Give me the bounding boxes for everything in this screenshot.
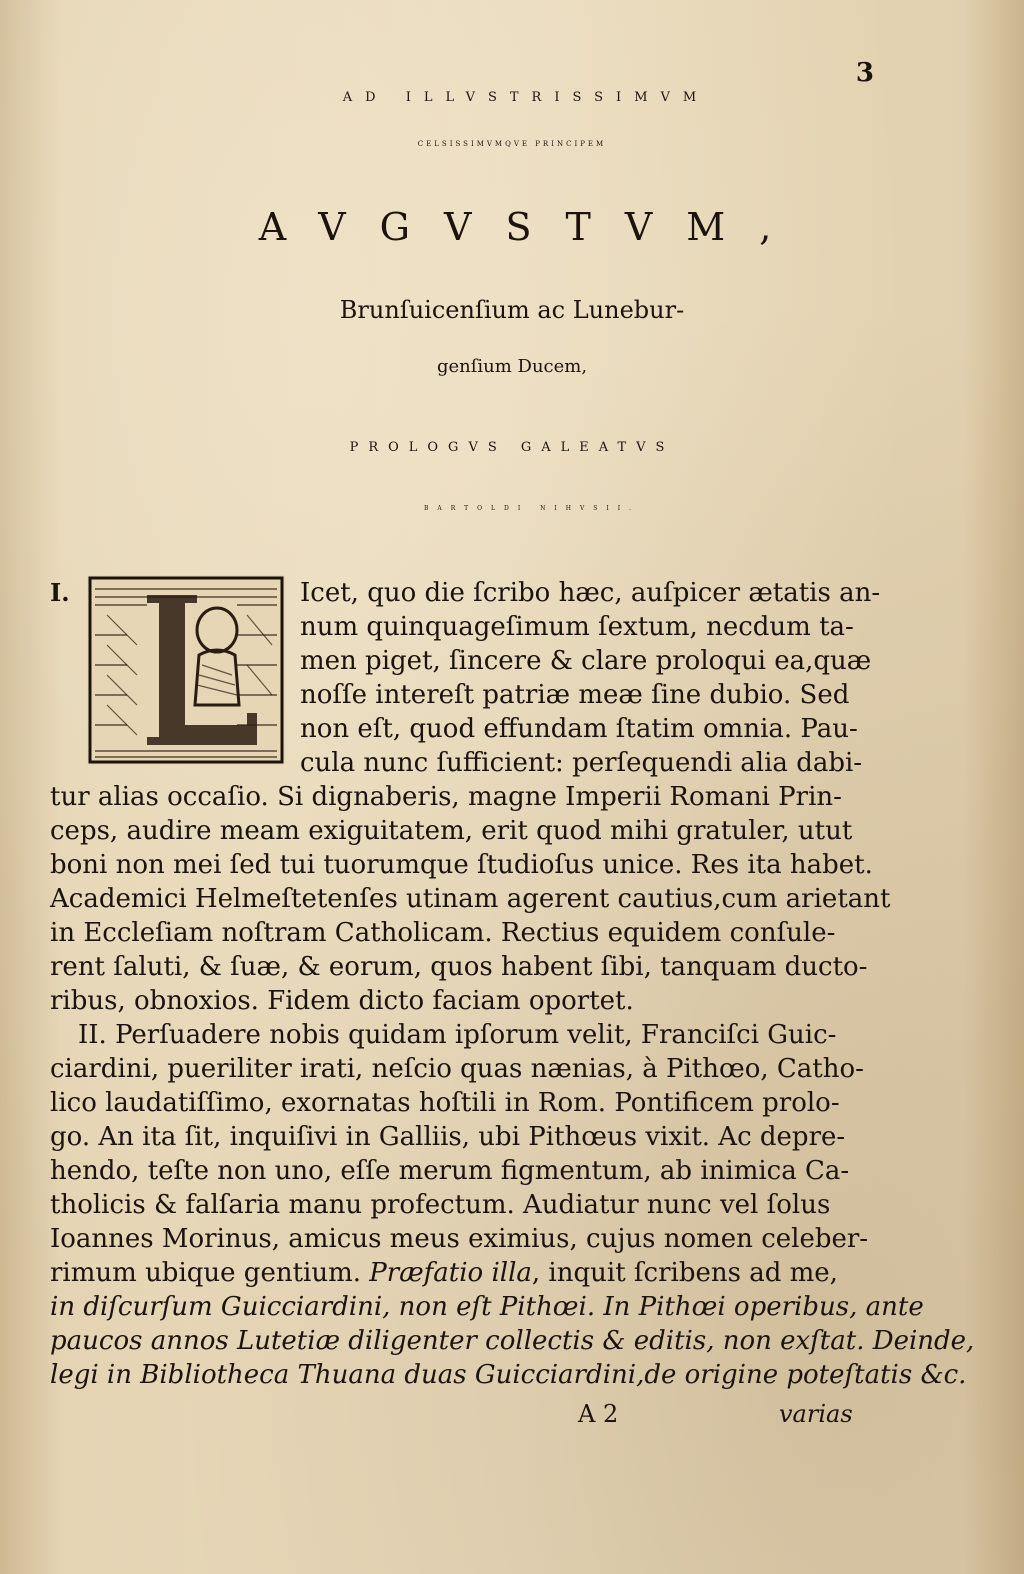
text-line: rent ſaluti, & ſuæ, & eorum, quos habent ſibi, tanquam ducto- [50, 952, 868, 982]
text-line: Icet, quo die ſcribo hæc, auſpicer ætatis an- [300, 578, 881, 608]
heading-line-1: AD ILLVSTRISSIMVM [342, 90, 710, 105]
text-line: in Eccleſiam noſtram Catholicam. Rectius equidem conſule- [50, 918, 836, 948]
page-number: 3 [855, 58, 874, 88]
quote-line: in diſcurſum Guicciardini, non eſt Pithœi. In Pithœi operibus, ante [50, 1292, 924, 1322]
section-2-first-line: II. Perſuadere nobis quidam ipſorum velit, Franciſci Guic- [78, 1020, 837, 1050]
heading-prologue-title: PROLOGVS GALEATVS [349, 440, 675, 455]
quote-line: legi in Bibliotheca Thuana duas Guicciardini,de origine poteſtatis &c. [50, 1360, 967, 1390]
heading-line-5: genſium Ducem, [436, 356, 588, 377]
heading-author: BARTOLDI NIHVSII. [423, 505, 641, 512]
catchword: varias [779, 1400, 853, 1428]
text-line [50, 1260, 838, 1286]
woodcut-initial-L-icon [87, 575, 285, 765]
text-line: non eſt, quod effundam ſtatim omnia. Pau- [300, 714, 858, 744]
text-line: num quinquageſimum ſextum, necdum ta- [300, 612, 854, 642]
text-line: hendo, teſte non uno, eſſe merum figmentum, ab inimica Ca- [50, 1156, 850, 1186]
text-line: ceps, audire meam exiguitatem, erit quod mihi gratuler, utut [50, 816, 853, 846]
text-roman: , inquit ſcribens ad me, [531, 1258, 838, 1288]
text-roman: rimum ubique gentium. [50, 1258, 362, 1288]
text-line: Ioannes Morinus, amicus meus eximius, cujus nomen celeber- [50, 1224, 869, 1254]
text-line: go. An ita ſit, inquiſivi in Galliis, ubi Pithœus vixit. Ac depre- [50, 1122, 846, 1152]
text-line: men piget, ſincere & clare proloqui ea,quæ [300, 646, 872, 676]
text-line: boni non mei ſed tui tuorumque ſtudioſus unice. Res ita habet. [50, 850, 873, 880]
text-line: cula nunc ſufficient: perſequendi alia dabi- [300, 748, 863, 778]
quote-title: Præfatio illa [369, 1258, 532, 1288]
text-line: lico laudatiſſimo, exornatas hoſtili in Rom. Pontificem prolo- [50, 1088, 840, 1118]
text-line: tholicis & falſaria manu profectum. Audiatur nunc vel ſolus [50, 1190, 831, 1220]
signature-mark: A 2 [578, 1400, 619, 1428]
heading-line-4: Brunſuicenſium ac Lunebur- [339, 296, 685, 324]
text-line: tur alias occaſio. Si dignaberis, magne Imperii Romani Prin- [50, 782, 842, 812]
text-line: ribus, obnoxios. Fidem dicto faciam oportet. [50, 986, 634, 1016]
text-line: Academici Helmeſtetenſes utinam agerent cautius,cum arietant [50, 884, 891, 914]
heading-name: AVGVSTVM, [258, 205, 806, 249]
text-line: ciardini, pueriliter irati, neſcio quas nænias, à Pithœo, Catho- [50, 1054, 864, 1084]
quote-line: paucos annos Lutetiæ diligenter collectis & editis, non exſtat. Deinde, [50, 1326, 975, 1356]
section-number: I. [50, 578, 70, 607]
text-line: noſſe intereſt patriæ meæ ſine dubio. Sed [300, 680, 850, 710]
heading-line-2: CELSISSIMVMQVE PRINCIPEM [417, 140, 607, 148]
